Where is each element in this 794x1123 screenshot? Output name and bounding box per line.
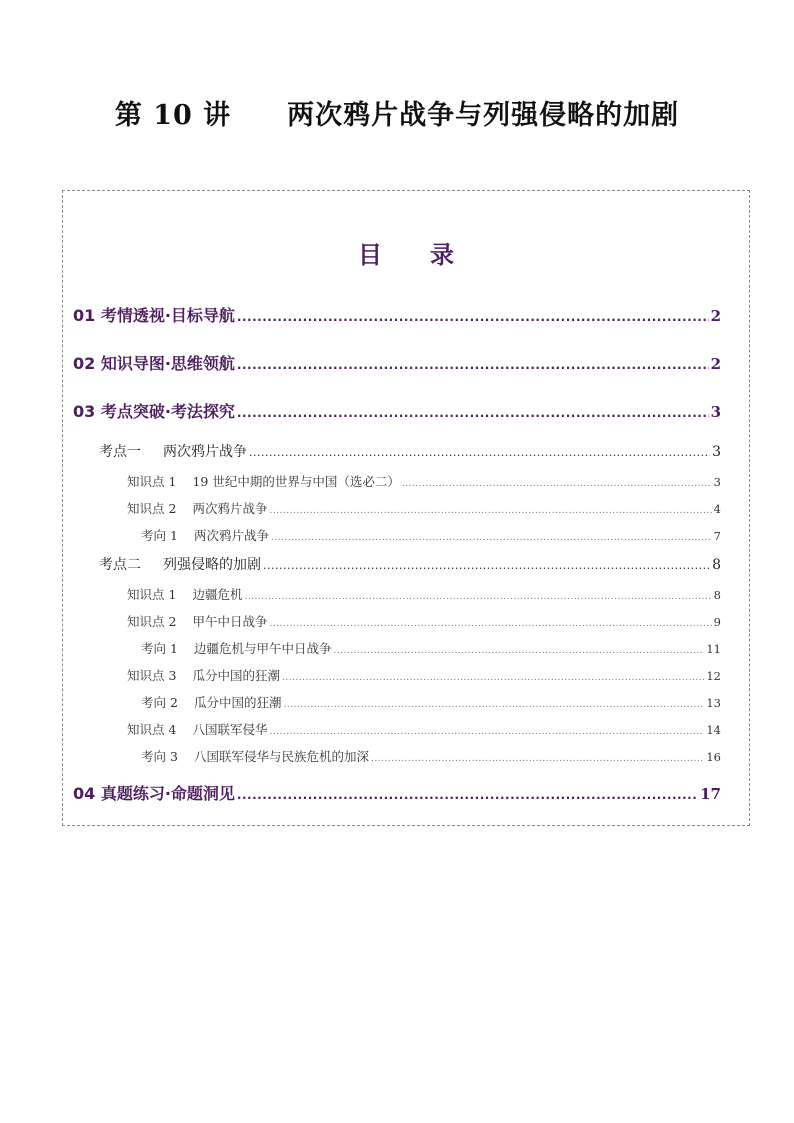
toc-entry-kaodian-1[interactable] <box>99 441 721 461</box>
toc-leader-dots <box>283 701 704 710</box>
toc-leader-dots <box>333 647 704 656</box>
toc-entry-page: 8 <box>712 557 721 573</box>
toc-leader-dots <box>237 359 709 371</box>
toc-entry-label: 考点一 两次鸦片战争 <box>99 444 247 460</box>
toc-heading: 目 录 <box>358 241 454 269</box>
toc-entry-label: 考向 1 边疆危机与甲午中日战争 <box>141 641 332 656</box>
toc-entry-page: 3 <box>713 475 721 489</box>
toc-entry-zhishidian[interactable] <box>127 666 721 684</box>
toc-entry-page: 16 <box>706 750 721 764</box>
toc-entry-page: 9 <box>713 615 721 629</box>
toc-entry-page: 13 <box>706 696 721 710</box>
toc-entry-zhishidian[interactable] <box>127 720 721 738</box>
toc-entry-page: 14 <box>706 723 721 737</box>
toc-entry-overview[interactable] <box>73 303 721 326</box>
page-title: 第 10 讲 两次鸦片战争与列强侵略的加剧 <box>114 100 680 131</box>
toc-leader-dots <box>271 534 712 543</box>
toc-entry-label: 考点二 列强侵略的加剧 <box>99 557 261 573</box>
toc-entry-label: 知识点 2 甲午中日战争 <box>127 614 268 629</box>
toc-entry-page: 2 <box>710 307 721 325</box>
toc-entry-key-points[interactable] <box>73 399 721 422</box>
toc-leader-dots <box>269 507 711 516</box>
toc-entry-label: 考向 3 八国联军侵华与民族危机的加深 <box>141 749 369 764</box>
toc-entry-label: 考向 1 两次鸦片战争 <box>141 528 269 543</box>
toc-entry-zhishidian[interactable] <box>127 612 721 630</box>
toc-entry-kaoxiang[interactable] <box>141 526 721 544</box>
toc-entry-label: 知识点 1 19 世纪中期的世界与中国（选必二） <box>127 474 400 489</box>
toc-leader-dots <box>237 789 698 801</box>
toc-entry-label: 04 真题练习·命题洞见 <box>73 784 235 803</box>
toc-entry-exam-practice[interactable] <box>73 781 721 804</box>
toc-leader-dots <box>269 620 711 629</box>
toc-entry-page: 3 <box>712 444 721 460</box>
toc-entry-label: 知识点 1 边疆危机 <box>127 587 243 602</box>
toc-leader-dots <box>269 728 704 737</box>
toc-leader-dots <box>371 755 704 764</box>
toc-entry-kaodian-2[interactable] <box>99 554 721 574</box>
toc-leader-dots <box>263 560 710 571</box>
toc-entry-page: 4 <box>713 502 721 516</box>
toc-entry-zhishidian[interactable] <box>127 472 721 490</box>
toc-entry-page: 8 <box>713 588 721 602</box>
toc-entry-page: 2 <box>710 355 721 373</box>
toc-entry-label: 考向 2 瓜分中国的狂潮 <box>141 695 282 710</box>
toc-entry-kaoxiang[interactable] <box>141 639 721 657</box>
toc-leader-dots <box>249 447 710 458</box>
toc-entry-zhishidian[interactable] <box>127 499 721 517</box>
toc-entry-label: 知识点 2 两次鸦片战争 <box>127 501 268 516</box>
toc-entry-label: 03 考点突破·考法探究 <box>73 402 235 421</box>
toc-entry-label: 知识点 4 八国联军侵华 <box>127 722 268 737</box>
toc-entry-page: 12 <box>706 669 721 683</box>
toc-leader-dots <box>402 480 712 489</box>
toc-entry-label: 知识点 3 瓜分中国的狂潮 <box>127 668 280 683</box>
toc-entry-mindmap[interactable] <box>73 351 721 374</box>
toc-entry-page: 17 <box>700 785 721 803</box>
toc-entry-label: 01 考情透视·目标导航 <box>73 306 235 325</box>
toc-leader-dots <box>237 407 709 419</box>
toc-leader-dots <box>237 311 709 323</box>
toc-entry-page: 7 <box>713 529 721 543</box>
toc-leader-dots <box>282 674 704 683</box>
toc-entry-kaoxiang[interactable] <box>141 693 721 711</box>
table-of-contents <box>62 190 750 826</box>
toc-entry-page: 11 <box>706 642 721 656</box>
toc-leader-dots <box>244 593 711 602</box>
toc-entry-zhishidian[interactable] <box>127 585 721 603</box>
toc-entry-kaoxiang[interactable] <box>141 747 721 765</box>
toc-entry-label: 02 知识导图·思维领航 <box>73 354 235 373</box>
toc-entry-page: 3 <box>710 403 721 421</box>
